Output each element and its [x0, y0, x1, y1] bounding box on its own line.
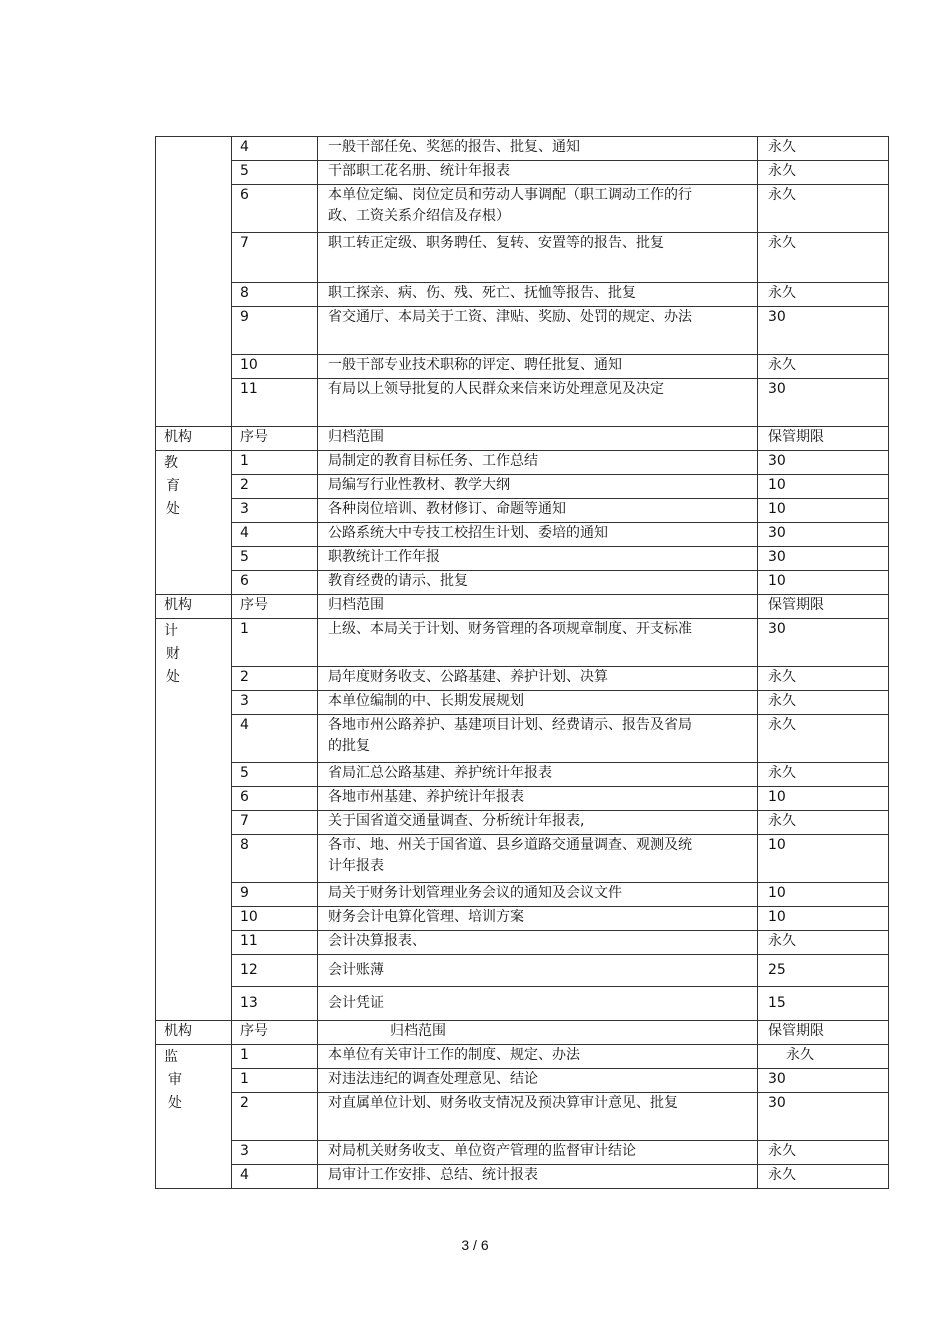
table-row	[156, 161, 889, 185]
org-char: 计	[164, 623, 178, 639]
row-number: 4	[232, 715, 318, 763]
row-number: 9	[232, 883, 318, 907]
row-period: 30	[758, 307, 889, 355]
row-scope: 干部职工花名册、统计年报表	[318, 161, 758, 185]
table-row	[156, 883, 889, 907]
header-number: 序号	[232, 427, 318, 451]
table-row	[156, 355, 889, 379]
table-row	[156, 475, 889, 499]
section-header-row	[156, 427, 889, 451]
table-row	[156, 811, 889, 835]
header-period: 保管期限	[758, 1021, 889, 1045]
header-number: 序号	[232, 595, 318, 619]
row-scope: 上级、本局关于计划、财务管理的各项规章制度、开支标准	[318, 619, 758, 667]
row-number: 5	[232, 161, 318, 185]
table-row	[156, 137, 889, 161]
org-char: 监	[164, 1049, 178, 1065]
row-number: 10	[232, 907, 318, 931]
row-period: 永久	[758, 1165, 889, 1189]
row-period: 30	[758, 547, 889, 571]
row-scope: 职教统计工作年报	[318, 547, 758, 571]
table-row	[156, 571, 889, 595]
table-row	[156, 1045, 889, 1069]
header-number: 序号	[232, 1021, 318, 1045]
row-period: 永久	[758, 763, 889, 787]
row-scope: 各种岗位培训、教材修订、命题等通知	[318, 499, 758, 523]
org-char: 审	[168, 1072, 182, 1088]
row-number: 4	[232, 137, 318, 161]
row-number: 2	[232, 1093, 318, 1141]
org-char: 处	[166, 501, 180, 517]
table-row	[156, 547, 889, 571]
row-scope: 财务会计电算化管理、培训方案	[318, 907, 758, 931]
row-period: 永久	[758, 691, 889, 715]
table-row	[156, 955, 889, 987]
table-row	[156, 499, 889, 523]
row-period: 永久	[758, 233, 889, 283]
row-scope: 对违法违纪的调查处理意见、结论	[318, 1069, 758, 1093]
row-period: 10	[758, 835, 889, 883]
row-number: 1	[232, 1069, 318, 1093]
row-period	[758, 1045, 889, 1069]
org-char: 育	[166, 478, 180, 494]
row-period: 30	[758, 619, 889, 667]
row-period: 永久	[758, 931, 889, 955]
table-row	[156, 1165, 889, 1189]
row-scope: 省交通厅、本局关于工资、津贴、奖励、处罚的规定、办法	[318, 307, 758, 355]
table-row	[156, 379, 889, 427]
row-scope: 职工转正定级、职务聘任、复转、安置等的报告、批复	[318, 233, 758, 283]
row-scope: 会计账薄	[318, 955, 758, 987]
row-period: 永久	[758, 667, 889, 691]
row-number: 1	[232, 619, 318, 667]
row-scope: 对直属单位计划、财务收支情况及预决算审计意见、批复	[318, 1093, 758, 1141]
row-number: 3	[232, 499, 318, 523]
table-row	[156, 835, 889, 883]
header-period: 保管期限	[758, 595, 889, 619]
row-scope: 本单位编制的中、长期发展规划	[318, 691, 758, 715]
table-row	[156, 283, 889, 307]
row-scope: 本单位有关审计工作的制度、规定、办法	[318, 1045, 758, 1069]
row-number: 3	[232, 1141, 318, 1165]
row-number: 4	[232, 523, 318, 547]
org-char: 教	[164, 455, 178, 471]
table-row	[156, 233, 889, 283]
header-org: 机构	[156, 1021, 232, 1045]
row-number: 1	[232, 1045, 318, 1069]
row-period: 永久	[758, 185, 889, 233]
row-number: 13	[232, 987, 318, 1021]
row-period: 永久	[758, 1141, 889, 1165]
row-number: 9	[232, 307, 318, 355]
row-scope: 一般干部专业技术职称的评定、聘任批复、通知	[318, 355, 758, 379]
table-row	[156, 931, 889, 955]
section-header-row	[156, 1021, 889, 1045]
row-number: 6	[232, 185, 318, 233]
page-number: 3 / 6	[461, 1237, 489, 1253]
table-row	[156, 451, 889, 475]
row-period: 30	[758, 523, 889, 547]
section-header-row	[156, 595, 889, 619]
row-period: 10	[758, 475, 889, 499]
row-scope: 局制定的教育目标任务、工作总结	[318, 451, 758, 475]
row-number: 7	[232, 233, 318, 283]
header-scope: 归档范围	[318, 595, 758, 619]
header-scope: 归档范围	[318, 427, 758, 451]
row-period: 10	[758, 571, 889, 595]
row-number: 7	[232, 811, 318, 835]
row-scope: 一般干部任免、奖惩的报告、批复、通知	[318, 137, 758, 161]
row-scope: 局关于财务计划管理业务会议的通知及会议文件	[318, 883, 758, 907]
row-period: 10	[758, 499, 889, 523]
row-period: 30	[758, 379, 889, 427]
row-period: 永久	[758, 161, 889, 185]
header-scope-text: 归档范围	[390, 1023, 446, 1039]
row-scope: 会计凭证	[318, 987, 758, 1021]
header-scope	[318, 1021, 758, 1045]
header-org: 机构	[156, 427, 232, 451]
table-row	[156, 307, 889, 355]
row-period: 30	[758, 451, 889, 475]
row-period: 10	[758, 907, 889, 931]
row-period: 永久	[758, 355, 889, 379]
row-number: 2	[232, 475, 318, 499]
row-period: 10	[758, 787, 889, 811]
row-number: 5	[232, 547, 318, 571]
table-row	[156, 667, 889, 691]
table-row	[156, 787, 889, 811]
row-scope: 各市、地、州关于国省道、县乡道路交通量调查、观测及统计年报表	[318, 835, 758, 883]
row-number: 4	[232, 1165, 318, 1189]
row-scope: 省局汇总公路基建、养护统计年报表	[318, 763, 758, 787]
row-scope: 公路系统大中专技工校招生计划、委培的通知	[318, 523, 758, 547]
row-scope: 局年度财务收支、公路基建、养护计划、决算	[318, 667, 758, 691]
header-org: 机构	[156, 595, 232, 619]
row-number: 1	[232, 451, 318, 475]
row-scope: 对局机关财务收支、单位资产管理的监督审计结论	[318, 1141, 758, 1165]
org-char: 财	[166, 646, 180, 662]
row-scope: 关于国省道交通量调查、分析统计年报表,	[318, 811, 758, 835]
table-row	[156, 185, 889, 233]
row-period: 30	[758, 1069, 889, 1093]
row-scope: 局编写行业性教材、教学大纲	[318, 475, 758, 499]
row-scope: 会计决算报表、	[318, 931, 758, 955]
table-row	[156, 987, 889, 1021]
row-number: 8	[232, 283, 318, 307]
row-number: 5	[232, 763, 318, 787]
row-number: 11	[232, 931, 318, 955]
org-finance	[156, 619, 232, 1021]
org-char: 处	[168, 1095, 182, 1111]
org-char: 处	[166, 669, 180, 685]
records-retention-table	[155, 136, 889, 1189]
row-number: 8	[232, 835, 318, 883]
org-cell-continued	[156, 137, 232, 427]
row-number: 3	[232, 691, 318, 715]
row-number: 6	[232, 571, 318, 595]
row-period: 25	[758, 955, 889, 987]
row-period: 10	[758, 883, 889, 907]
row-number: 2	[232, 667, 318, 691]
row-number: 6	[232, 787, 318, 811]
row-scope: 有局以上领导批复的人民群众来信来访处理意见及决定	[318, 379, 758, 427]
row-period-text: 永久	[786, 1047, 814, 1063]
org-audit	[156, 1045, 232, 1189]
row-period: 永久	[758, 283, 889, 307]
table-row	[156, 715, 889, 763]
row-period: 30	[758, 1093, 889, 1141]
row-period: 15	[758, 987, 889, 1021]
table-row	[156, 1141, 889, 1165]
row-scope: 职工探亲、病、伤、残、死亡、抚恤等报告、批复	[318, 283, 758, 307]
row-scope: 各地市州公路养护、基建项目计划、经费请示、报告及省局的批复	[318, 715, 758, 763]
row-number: 11	[232, 379, 318, 427]
table-row	[156, 907, 889, 931]
header-period: 保管期限	[758, 427, 889, 451]
table-row	[156, 763, 889, 787]
row-scope: 教育经费的请示、批复	[318, 571, 758, 595]
row-period: 永久	[758, 811, 889, 835]
table-row	[156, 619, 889, 667]
table-row	[156, 1093, 889, 1141]
row-scope: 各地市州基建、养护统计年报表	[318, 787, 758, 811]
row-number: 10	[232, 355, 318, 379]
row-period: 永久	[758, 137, 889, 161]
table-row	[156, 523, 889, 547]
row-number: 12	[232, 955, 318, 987]
org-education	[156, 451, 232, 595]
row-scope: 局审计工作安排、总结、统计报表	[318, 1165, 758, 1189]
row-scope: 本单位定编、岗位定员和劳动人事调配（职工调动工作的行政、工资关系介绍信及存根）	[318, 185, 758, 233]
table-row	[156, 1069, 889, 1093]
table-row	[156, 691, 889, 715]
row-period: 永久	[758, 715, 889, 763]
